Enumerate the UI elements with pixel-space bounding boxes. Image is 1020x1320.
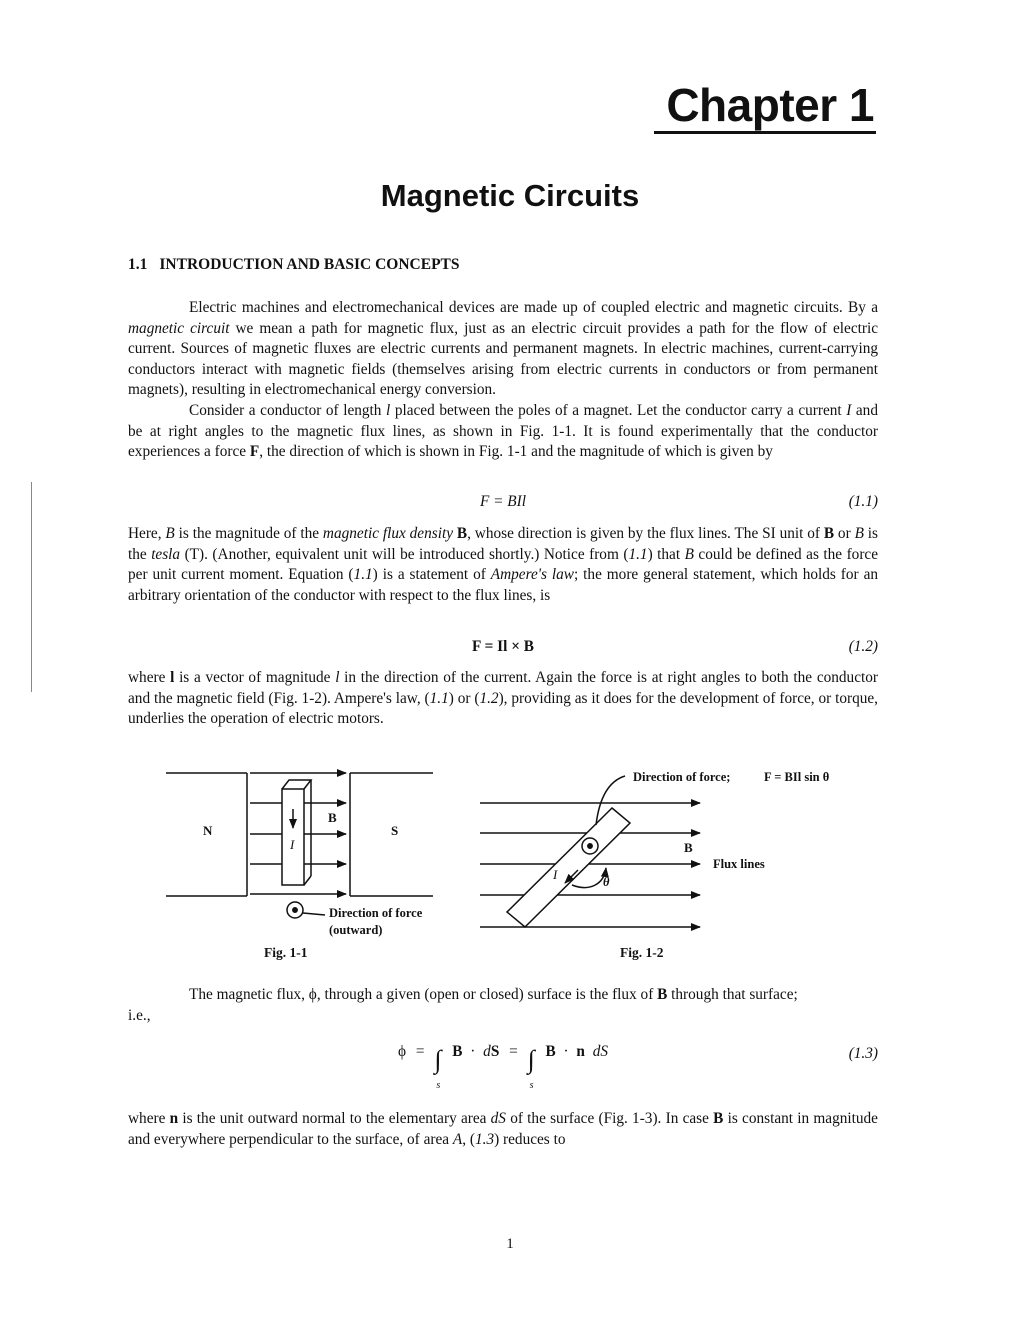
paragraph-3: Here, B is the magnitude of the magnetic flux density B, whose direction is given by the flux lines. The SI unit of B or B is the tesla (T). (Another, equivalent unit will be introduced shortly.) Notice from (1.1) that B could be defined as the force per unit current moment. Equation (1.1) is a statement of Ampere's law; the more general statement, which holds for an arbitrary orientation of the conductor with respect to the flux lines, is: [128, 525, 879, 604]
force-outward-label: (outward): [329, 923, 383, 937]
paragraph-1: Electric machines and electromechanical devices are made up of coupled electric and magnetic circuits. By a magnetic circuit we mean a path for magnetic flux, just as an electric circuit provides a path for the flow of electric current. Sources of magnetic fluxes are electric currents and permanent magnets. In electric machines, current-carrying conductors interact with magnetic fields (themselves arising from electric currents in conductors or from permanent magnets), resulting in electromechanical energy conversion.: [128, 299, 878, 399]
current-label: I: [290, 837, 295, 852]
figure-1-2: [480, 776, 700, 927]
paragraph-6: where n is the unit outward normal to the elementary area dS of the surface (Fig. 1-3). In case B is constant in magnitude and everywhere perpendicular to the surface, of area A, (1.3) reduces to: [128, 1110, 878, 1148]
inclined-conductor: [507, 808, 630, 927]
chapter-heading: Chapter 1: [666, 79, 874, 131]
section-number: 1.1: [128, 256, 148, 273]
current-label: I: [553, 867, 558, 882]
equation-1-3: ϕ = ∫ s B · dS = ∫ s B · n dS (1.3): [398, 1043, 878, 1091]
figure-1-2-caption: Fig. 1-2: [620, 945, 664, 960]
field-label: B: [684, 840, 693, 855]
force-direction-label: Direction of force;: [633, 770, 731, 784]
ie-text: i.e.,: [128, 1007, 151, 1024]
force-leader: [303, 913, 325, 915]
section-title: INTRODUCTION AND BASIC CONCEPTS: [159, 256, 460, 273]
conductor-side: [304, 876, 311, 885]
force-out-dot: [588, 844, 592, 848]
force-equation: F = BIl sin θ: [764, 770, 830, 784]
figure-1-1: [166, 773, 433, 918]
equation-body: F = Il × B: [472, 638, 534, 655]
force-out-dot: [293, 908, 297, 912]
equation-number: (1.1): [848, 493, 878, 510]
equation-number: (1.2): [848, 638, 878, 655]
angle-label: θ: [603, 875, 610, 889]
field-label: B: [328, 810, 337, 825]
page-number: 1: [506, 1236, 514, 1252]
equation-number: (1.3): [848, 1045, 878, 1062]
equation-body: F = BIl: [479, 493, 526, 510]
flux-lines-label: Flux lines: [713, 857, 765, 871]
page-title: Magnetic Circuits: [380, 178, 640, 213]
figure-1-1-caption: Fig. 1-1: [264, 945, 308, 960]
force-direction-label: Direction of force: [329, 906, 423, 920]
paragraph-5: The magnetic flux, ϕ, through a given (open or closed) surface is the flux of B through that surface;: [189, 986, 798, 1003]
paragraph-2: Consider a conductor of length l placed between the poles of a magnet. Let the conductor carry a current I and be at right angles to the magnetic flux lines, as shown in Fig. 1-1. It is found experimentally that the conductor experiences a force F, the direction of which is shown in Fig. 1-1 and the magnitude of which is given by: [128, 402, 878, 461]
south-label: S: [391, 823, 399, 838]
north-label: N: [203, 823, 213, 838]
conductor-top: [282, 780, 311, 789]
paragraph-4: where l is a vector of magnitude l in the direction of the current. Again the force is at right angles to both the conductor and the magnetic field (Fig. 1-2). Ampere's law, (1.1) or (1.2), providing as it does for the development of force, or torque, underlies the operation of electric motors.: [128, 669, 878, 728]
